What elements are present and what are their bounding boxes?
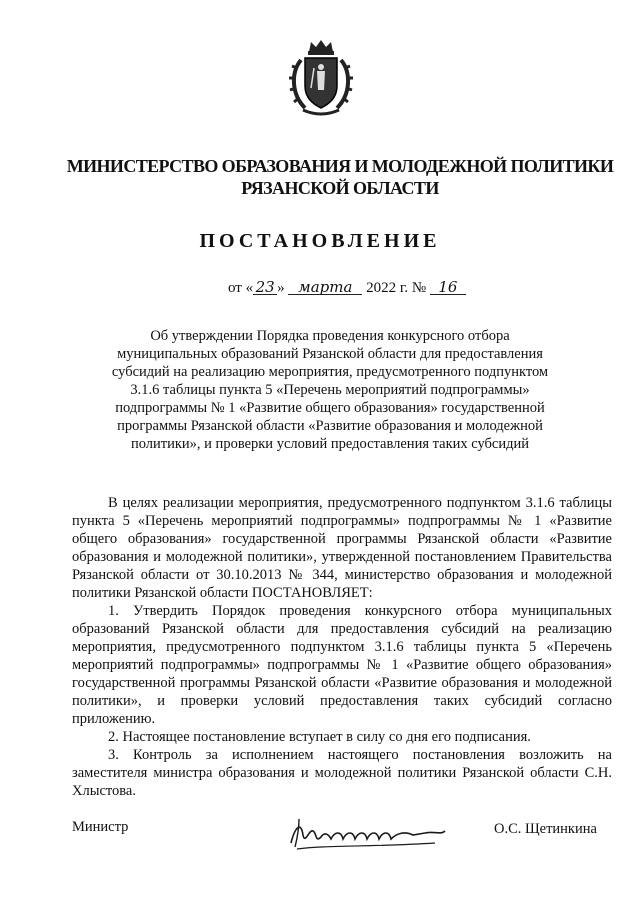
ministry-name — [60, 155, 620, 199]
signer-name: О.С. Щетинкина — [494, 821, 597, 837]
ministry-line-1: МИНИСТЕРСТВО ОБРАЗОВАНИЯ И МОЛОДЕЖНОЙ ПОЛИТИКИ — [66, 156, 614, 176]
subject-line: 3.1.6 таблицы пункта 5 «Перечень мероприятий подпрограммы» — [130, 382, 530, 398]
signature-block — [0, 815, 640, 855]
document-number: 16 — [430, 280, 466, 295]
date-day: 23 — [253, 280, 277, 295]
document-subject — [90, 327, 570, 453]
document-body — [72, 494, 612, 800]
body-paragraph-3: 3. Контроль за исполнением настоящего постановления возложить на заместителя министра образования и молодежной политики Рязанской области С.Н. Хлыстова. — [72, 747, 612, 799]
date-month: марта — [288, 280, 362, 295]
date-line — [228, 280, 466, 297]
subject-line: политики», и проверки условий предоставления таких субсидий — [130, 436, 530, 452]
body-paragraph-1: 1. Утвердить Порядок проведения конкурсного отбора муниципальных образований Рязанской области для предоставления субсидий на реализацию мероприятия, предусмотренного подпунктом 3.1.6 таблицы пункта 5 «Перечень мероприятий подпрограммы» подпрограммы № 1 «Развитие общего образования» государственной программы Рязанской области «Развитие образования и молодежной политики», и проверки условий предоставления таких субсидий согласно приложению. — [72, 603, 612, 727]
date-mid: » — [277, 280, 285, 296]
subject-line: Об утверждении Порядка проведения конкурсного отбора — [150, 328, 510, 344]
subject-line: субсидий на реализацию мероприятия, предусмотренного подпунктом — [111, 364, 549, 380]
subject-line: муниципальных образований Рязанской области для предоставления — [117, 346, 543, 362]
document-type-title: ПОСТАНОВЛЕНИЕ — [199, 230, 441, 252]
date-prefix: от « — [228, 280, 254, 296]
body-paragraph-2: 2. Настоящее постановление вступает в силу со дня его подписания. — [108, 729, 531, 745]
body-paragraph-preamble: В целях реализации мероприятия, предусмотренного подпунктом 3.1.6 таблицы пункта 5 «Перечень мероприятий подпрограммы» подпрограммы № 1 «Развитие общего образования» государственной программы Рязанской области «Развитие образования и молодежной политики», утвержденной постановлением Правительства Рязанской области от 30.10.2013 № 344, министерство образования и молодежной политики Рязанской области ПОСТАНОВЛЯЕТ: — [72, 495, 612, 601]
subject-line: подпрограммы № 1 «Развитие общего образования» государственной — [115, 400, 545, 416]
ministry-line-2: РЯЗАНСКОЙ ОБЛАСТИ — [241, 178, 439, 198]
signer-position: Министр — [72, 819, 129, 835]
handwritten-signature-icon — [285, 809, 450, 853]
coat-of-arms-icon — [287, 38, 355, 118]
subject-line: программы Рязанской области «Развитие образования и молодежной — [117, 418, 543, 434]
date-year: 2022 г. № — [366, 280, 427, 296]
